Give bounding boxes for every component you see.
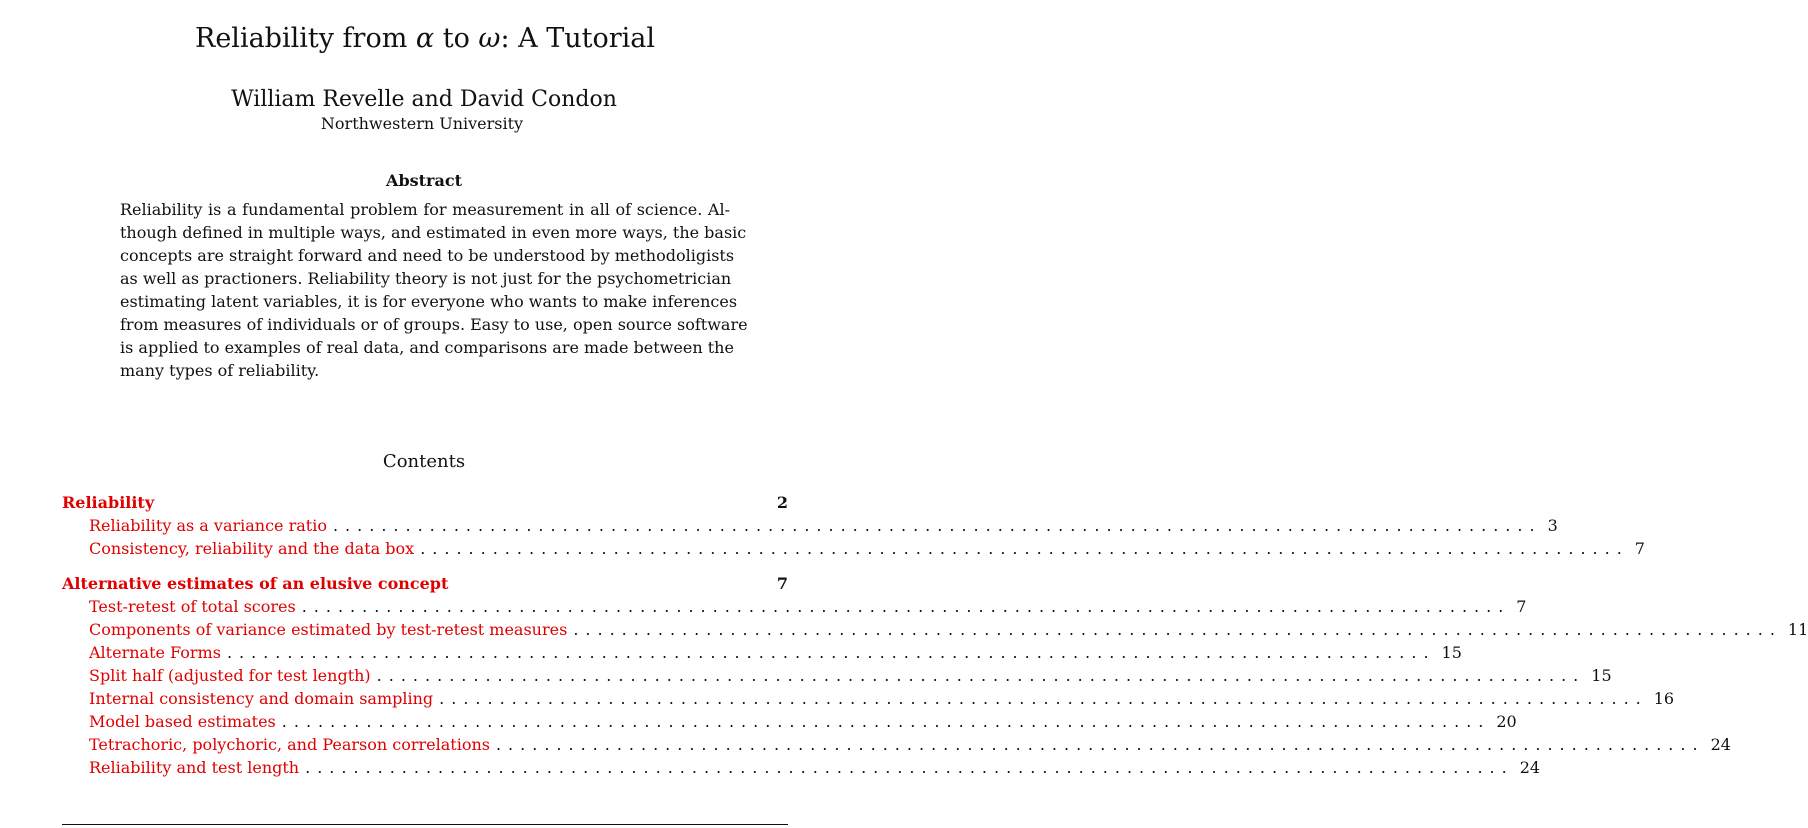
toc-entry-page: 15 xyxy=(1591,666,1612,685)
toc-entry[interactable] xyxy=(62,643,1462,666)
toc-entry-page: 24 xyxy=(1519,758,1541,777)
abstract-heading: Abstract xyxy=(386,171,462,190)
toc-entry-label[interactable]: Reliability as a variance ratio xyxy=(89,516,327,535)
toc-entry-page: 3 xyxy=(1547,516,1558,535)
abstract-body xyxy=(120,198,748,382)
toc-entry-label[interactable]: Reliability and test length xyxy=(89,758,300,777)
toc-entry-label[interactable]: Split half (adjusted for test length) xyxy=(89,666,371,685)
toc-entry-label[interactable]: Model based estimates xyxy=(89,712,276,731)
toc-entry[interactable] xyxy=(62,735,1731,758)
toc-section-page: 7 xyxy=(776,574,788,593)
abstract-line: concepts are straight forward and need to be understood by methodoligists xyxy=(120,246,735,265)
toc-section-reliability[interactable] xyxy=(62,493,788,516)
toc-entry-page: 24 xyxy=(1710,735,1731,754)
abstract-line: though defined in multiple ways, and estimated in even more ways, the basic xyxy=(120,223,747,242)
abstract-line: many types of reliability. xyxy=(120,361,320,380)
toc-entry-label[interactable]: Consistency, reliability and the data box xyxy=(89,539,415,558)
toc-entry-label[interactable]: Alternate Forms xyxy=(89,643,221,662)
abstract-line: is applied to examples of real data, and comparisons are made between the xyxy=(120,338,734,357)
toc-entry[interactable] xyxy=(62,620,1808,643)
paper-title xyxy=(0,22,850,56)
toc-dot-leader: .................................................................................................... xyxy=(305,758,1514,777)
toc-section-page: 2 xyxy=(776,493,788,512)
affiliation: Northwestern University xyxy=(320,114,524,133)
authors: William Revelle and David Condon xyxy=(231,87,617,112)
toc-dot-leader: .................................................................................................... xyxy=(301,597,1511,616)
toc-dot-leader: .................................................................................................... xyxy=(573,620,1782,639)
toc-entry-page: 11 xyxy=(1787,620,1808,639)
toc-entry-label[interactable]: Test-retest of total scores xyxy=(89,597,296,616)
toc-section-alternative-estimates[interactable] xyxy=(62,574,788,597)
toc-entry-label[interactable]: Components of variance estimated by test-retest measures xyxy=(89,620,568,639)
toc-entry-page: 7 xyxy=(1634,539,1645,558)
toc-entry-label[interactable]: Tetrachoric, polychoric, and Pearson correlations xyxy=(89,735,490,754)
toc-entry[interactable] xyxy=(62,539,1645,562)
table-of-contents xyxy=(62,493,1808,781)
toc-dot-leader: .................................................................................................... xyxy=(439,689,1648,708)
toc-entry[interactable] xyxy=(62,666,1612,689)
toc-entry-page: 15 xyxy=(1441,643,1462,662)
abstract-line: Reliability is a fundamental problem for measurement in all of science. Al- xyxy=(120,200,730,219)
footnote-rule xyxy=(62,824,788,825)
toc-dot-leader: .................................................................................................... xyxy=(332,516,1542,535)
abstract-line: as well as practioners. Reliability theory is not just for the psychometrician xyxy=(120,269,732,288)
toc-dot-leader: .................................................................................................... xyxy=(376,666,1586,685)
toc-entry[interactable] xyxy=(62,516,1558,539)
title-mid: to xyxy=(434,23,479,54)
toc-dot-leader: .................................................................................................... xyxy=(281,712,1491,731)
toc-entry[interactable] xyxy=(62,712,1517,735)
title-suffix: : A Tutorial xyxy=(500,23,655,54)
title-omega-symbol: ω xyxy=(478,23,501,54)
toc-entry-page: 20 xyxy=(1496,712,1517,731)
toc-entry-page: 7 xyxy=(1516,597,1527,616)
abstract-line: from measures of individuals or of groups. Easy to use, open source software xyxy=(120,315,748,334)
toc-section-label[interactable]: Alternative estimates of an elusive concept xyxy=(62,574,449,593)
toc-dot-leader: .................................................................................................... xyxy=(226,643,1436,662)
abstract-line: estimating latent variables, it is for everyone who wants to make inferences xyxy=(120,292,738,311)
toc-entry[interactable] xyxy=(62,758,1541,781)
toc-entry[interactable] xyxy=(62,689,1675,712)
title-prefix: Reliability from xyxy=(195,23,416,54)
toc-section-label[interactable]: Reliability xyxy=(62,493,155,512)
title-alpha-symbol: α xyxy=(415,23,435,54)
toc-group-gap xyxy=(62,562,788,574)
toc-entry[interactable] xyxy=(62,597,1527,620)
toc-dot-leader: .................................................................................................... xyxy=(420,539,1629,558)
contents-heading: Contents xyxy=(382,451,466,472)
toc-dot-leader: .................................................................................................... xyxy=(495,735,1705,754)
toc-entry-label[interactable]: Internal consistency and domain sampling xyxy=(89,689,434,708)
toc-entry-page: 16 xyxy=(1653,689,1675,708)
